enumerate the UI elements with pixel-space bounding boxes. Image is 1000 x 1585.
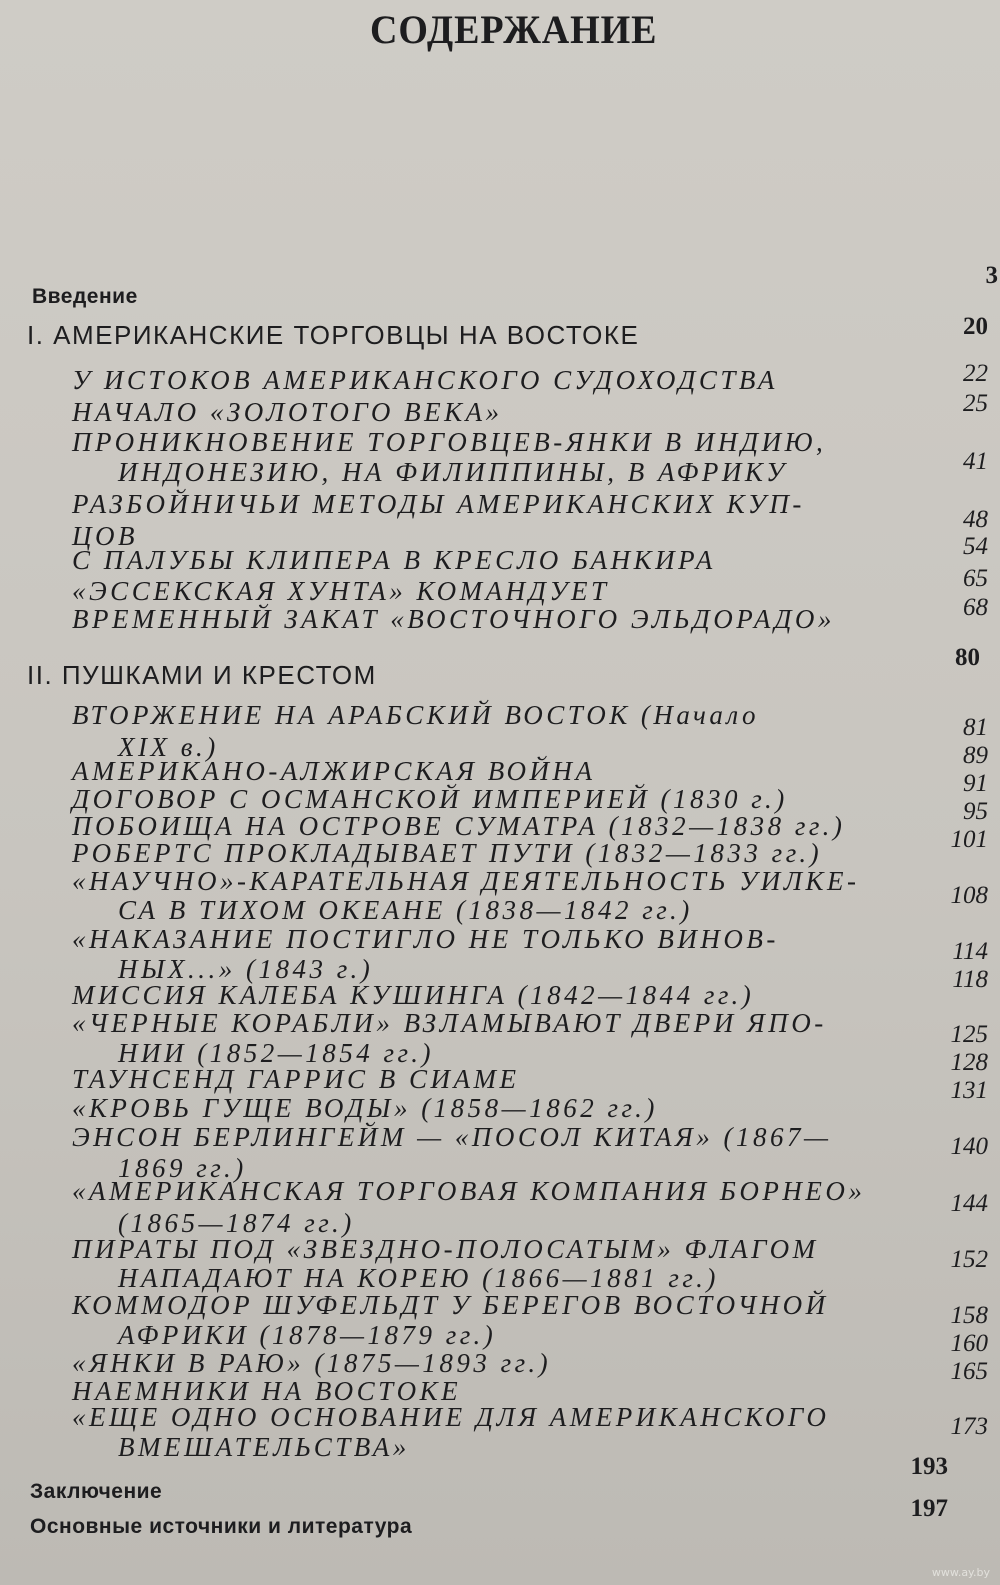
toc-page: 68: [963, 594, 988, 621]
part2-page: 80: [955, 644, 980, 671]
toc-entry: ПОБОИЩА НА ОСТРОВЕ СУМАТРА (1832—1838 гг.): [72, 811, 846, 841]
toc-entry: ДОГОВОР С ОСМАНСКОЙ ИМПЕРИЕЙ (1830 г.): [72, 784, 788, 814]
toc-page: 65: [963, 565, 988, 592]
toc-page: 140: [950, 1133, 988, 1160]
toc-entry-cont: XIX в.): [118, 732, 219, 762]
conclusion-label: Заключение: [30, 1480, 163, 1503]
toc-entry: С ПАЛУБЫ КЛИПЕРА В КРЕСЛО БАНКИРА: [72, 545, 716, 575]
intro-page: 3: [985, 262, 998, 289]
toc-page: 152: [950, 1246, 988, 1273]
toc-entry: ВРЕМЕННЫЙ ЗАКАТ «ВОСТОЧНОГО ЭЛЬДОРАДО»: [72, 604, 835, 634]
toc-page: 108: [950, 882, 988, 909]
part2-heading: II. ПУШКАМИ И КРЕСТОМ: [27, 660, 377, 690]
toc-entry-cont: 1869 гг.): [118, 1153, 247, 1183]
toc-page: 41: [963, 448, 988, 475]
toc-entry: ПРОНИКНОВЕНИЕ ТОРГОВЦЕВ-ЯНКИ В ИНДИЮ,: [72, 427, 827, 457]
toc-entry: ЭНСОН БЕРЛИНГЕЙМ — «ПОСОЛ КИТАЯ» (1867—: [72, 1122, 832, 1152]
toc-entry-cont: НАПАДАЮТ НА КОРЕЮ (1866—1881 гг.): [118, 1263, 719, 1293]
toc-page: 48: [963, 506, 988, 533]
toc-page: 125: [950, 1021, 988, 1048]
watermark: www.ay.by: [931, 1566, 990, 1579]
toc-page: 165: [950, 1358, 988, 1385]
toc-entry-cont: НЫХ...» (1843 г.): [118, 954, 374, 984]
toc-page: 114: [952, 938, 988, 965]
toc-entry-cont: АФРИКИ (1878—1879 гг.): [118, 1320, 497, 1350]
toc-entry: НАЧАЛО «ЗОЛОТОГО ВЕКА»: [72, 397, 503, 427]
toc-entry: «ЧЕРНЫЕ КОРАБЛИ» ВЗЛАМЫВАЮТ ДВЕРИ ЯПО-: [72, 1008, 827, 1038]
toc-entry-cont: НИИ (1852—1854 гг.): [118, 1038, 434, 1068]
toc-entry-cont: ВМЕШАТЕЛЬСТВА»: [118, 1432, 410, 1462]
toc-entry: МИССИЯ КАЛЕБА КУШИНГА (1842—1844 гг.): [72, 980, 755, 1010]
toc-entry: ПИРАТЫ ПОД «ЗВЕЗДНО-ПОЛОСАТЫМ» ФЛАГОМ: [72, 1234, 819, 1264]
toc-entry: АМЕРИКАНО-АЛЖИРСКАЯ ВОЙНА: [72, 756, 596, 786]
toc-page: 95: [963, 798, 988, 825]
sources-label: Основные источники и литература: [30, 1515, 413, 1538]
intro-label: Введение: [32, 285, 138, 308]
toc-entry: «НАКАЗАНИЕ ПОСТИГЛО НЕ ТОЛЬКО ВИНОВ-: [72, 924, 779, 954]
toc-entry: РАЗБОЙНИЧЬИ МЕТОДЫ АМЕРИКАНСКИХ КУП-: [72, 489, 805, 519]
toc-page: 118: [952, 966, 988, 993]
toc-entry: ТАУНСЕНД ГАРРИС В СИАМЕ: [72, 1064, 520, 1094]
toc-page: 158: [950, 1302, 988, 1329]
toc-page: 54: [963, 533, 988, 560]
toc-page: 160: [950, 1330, 988, 1357]
conclusion-page: 193: [910, 1453, 948, 1480]
toc-entry: ВТОРЖЕНИЕ НА АРАБСКИЙ ВОСТОК (Начало: [72, 700, 760, 730]
toc-entry: «НАУЧНО»-КАРАТЕЛЬНАЯ ДЕЯТЕЛЬНОСТЬ УИЛКЕ-: [72, 866, 860, 896]
part1-page: 20: [963, 313, 988, 340]
toc-entry: «ЕЩЕ ОДНО ОСНОВАНИЕ ДЛЯ АМЕРИКАНСКОГО: [72, 1402, 830, 1432]
toc-page: 144: [950, 1190, 988, 1217]
toc-page: 81: [963, 714, 988, 741]
toc-entry: «ЯНКИ В РАЮ» (1875—1893 гг.): [72, 1348, 552, 1378]
toc-page: 22: [963, 360, 988, 387]
toc-page: 131: [950, 1077, 988, 1104]
toc-entry-cont: (1865—1874 гг.): [118, 1208, 355, 1238]
toc-entry: НАЕМНИКИ НА ВОСТОКЕ: [72, 1376, 462, 1406]
toc-entry: «АМЕРИКАНСКАЯ ТОРГОВАЯ КОМПАНИЯ БОРНЕО»: [72, 1176, 866, 1206]
sources-page: 197: [910, 1495, 948, 1522]
toc-page: 128: [950, 1049, 988, 1076]
toc-entry: РОБЕРТС ПРОКЛАДЫВАЕТ ПУТИ (1832—1833 гг.): [72, 838, 823, 868]
toc-page: 91: [963, 770, 988, 797]
toc-entry-cont: СА В ТИХОМ ОКЕАНЕ (1838—1842 гг.): [118, 895, 693, 925]
toc-entry: У ИСТОКОВ АМЕРИКАНСКОГО СУДОХОДСТВА: [72, 365, 778, 395]
toc-entry: КОММОДОР ШУФЕЛЬДТ У БЕРЕГОВ ВОСТОЧНОЙ: [72, 1290, 829, 1320]
toc-entry: «КРОВЬ ГУЩЕ ВОДЫ» (1858—1862 гг.): [72, 1093, 658, 1123]
toc-entry-cont: ИНДОНЕЗИЮ, НА ФИЛИППИНЫ, В АФРИКУ: [118, 457, 788, 487]
toc-page: 173: [950, 1413, 988, 1440]
page-title: СОДЕРЖАНИЕ: [370, 7, 658, 52]
toc-entry-cont: ЦОВ: [72, 521, 138, 551]
part1-heading: I. АМЕРИКАНСКИЕ ТОРГОВЦЫ НА ВОСТОКЕ: [27, 320, 640, 350]
toc-entry: «ЭССЕКСКАЯ ХУНТА» КОМАНДУЕТ: [72, 576, 610, 606]
toc-page: 101: [950, 826, 988, 853]
toc-page: 25: [963, 390, 988, 417]
toc-page: 89: [963, 742, 988, 769]
